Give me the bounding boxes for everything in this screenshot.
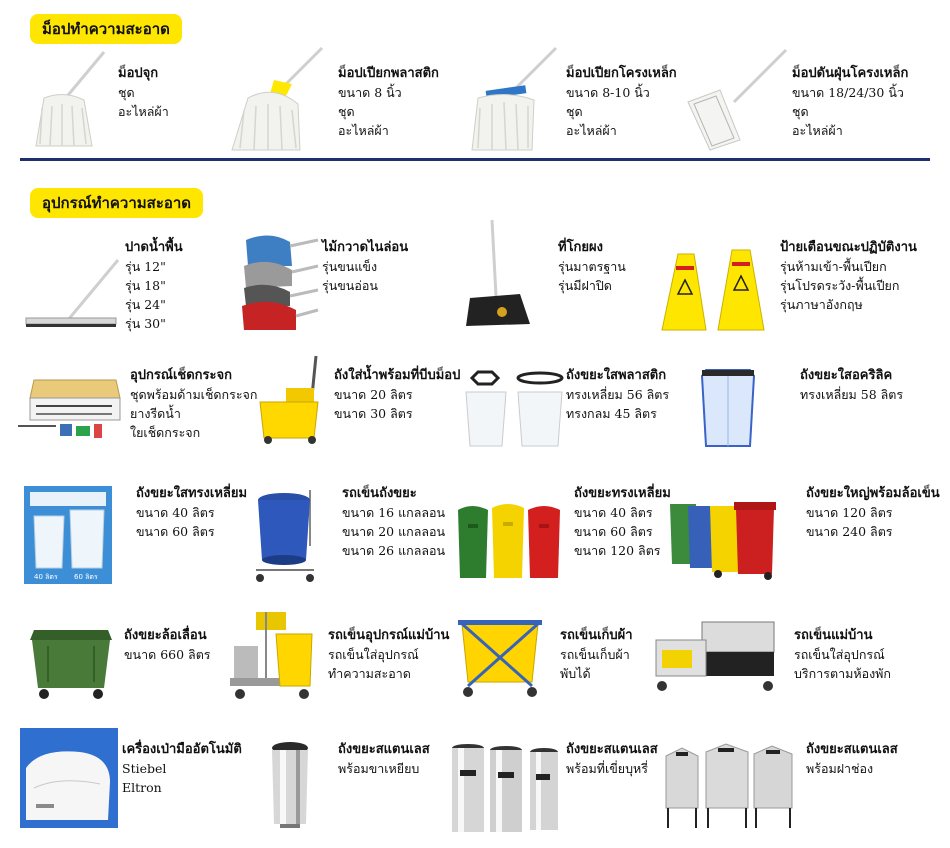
- equipment-12-text: [806, 484, 940, 541]
- acrylic-bin-image: [700, 366, 756, 450]
- window-cleaning-kit-image: [16, 376, 121, 446]
- equipment-3-line-1: รุ่นมาตรฐาน: [558, 259, 626, 274]
- mop-2-text: [338, 64, 439, 140]
- equipment-2-title: ไม้กวาดไนล่อน: [322, 240, 409, 255]
- equipment-4-line-1: รุ่นห้ามเข้า-พื้นเปียก: [780, 259, 887, 274]
- equipment-6-line-2: ขนาด 30 ลิตร: [334, 406, 413, 421]
- mop-2-line-2: ชุด: [338, 104, 355, 119]
- equipment-13-line-1: ขนาด 660 ลิตร: [124, 647, 211, 662]
- housekeeping-cart-image: [226, 606, 322, 704]
- stainless-ashtray-bins-image: [448, 740, 564, 834]
- equipment-1-text: [125, 238, 183, 333]
- equipment-5-text: [130, 366, 257, 442]
- section-tag-mops: ม็อปทำความสะอาด: [30, 14, 182, 44]
- equipment-1-title: ปาดน้ำพื้น: [125, 240, 183, 255]
- equipment-2-line-2: รุ่นขนอ่อน: [322, 278, 378, 293]
- equipment-14-line-1: รถเข็นใส่อุปกรณ์: [328, 647, 419, 662]
- equipment-1-line-3: รุ่น 24": [125, 297, 166, 312]
- steel-frame-wet-mop-image: [452, 46, 562, 156]
- floor-squeegee-image: [20, 256, 125, 338]
- mop-4-title: ม็อปดันฝุ่นโครงเหล็ก: [792, 66, 909, 81]
- equipment-12-line-2: ขนาด 240 ลิตร: [806, 524, 893, 539]
- bin-left-label: 40 ลิตร: [34, 573, 58, 581]
- equipment-3-text: [558, 238, 626, 295]
- equipment-14-line-2: ทำความสะอาด: [328, 666, 411, 681]
- equipment-7-text: [566, 366, 669, 423]
- mop-3-line-2: ชุด: [566, 104, 583, 119]
- dust-mop-image: [680, 48, 790, 152]
- equipment-19-text: [566, 740, 658, 778]
- laundry-cart-image: [452, 616, 548, 700]
- mop-1-title: ม็อปจุก: [118, 66, 159, 81]
- wet-floor-sign-image: [652, 246, 772, 332]
- equipment-5-line-2: ยางรีดน้ำ: [130, 406, 181, 421]
- equipment-18-line-1: พร้อมขาเหยียบ: [338, 761, 420, 776]
- square-bins-image: [454, 502, 566, 582]
- mop-4-line-2: ชุด: [792, 104, 809, 119]
- plastic-wet-mop-image: [218, 44, 328, 154]
- equipment-5-line-3: ใยเช็ดกระจก: [130, 425, 201, 440]
- mop-1-line-2: อะไหล่ผ้า: [118, 104, 169, 119]
- equipment-6-title: ถังใส่น้ำพร้อมที่บีบม็อป: [334, 368, 461, 383]
- section-divider: [20, 158, 930, 161]
- equipment-8-title: ถังขยะใสอคริลิค: [800, 368, 893, 383]
- equipment-4-line-3: รุ่นภาษาอังกฤษ: [780, 297, 863, 312]
- equipment-9-line-2: ขนาด 60 ลิตร: [136, 524, 215, 539]
- equipment-16-line-2: บริการตามห้องพัก: [794, 666, 891, 681]
- equipment-15-line-2: พับได้: [560, 666, 591, 681]
- cotton-mop-image: [22, 48, 112, 148]
- equipment-4-text: [780, 238, 917, 314]
- equipment-5-title: อุปกรณ์เช็ดกระจก: [130, 368, 233, 383]
- equipment-11-text: [574, 484, 671, 560]
- equipment-9-line-1: ขนาด 40 ลิตร: [136, 505, 215, 520]
- equipment-8-text: [800, 366, 903, 404]
- mop-2-line-3: อะไหล่ผ้า: [338, 123, 389, 138]
- equipment-4-title: ป้ายเตือนขณะปฏิบัติงาน: [780, 240, 917, 255]
- equipment-3-title: ที่โกยผง: [558, 240, 604, 255]
- mop-bucket-wringer-image: [256, 352, 326, 446]
- dustpan-image: [458, 218, 538, 330]
- mop-1-text: [118, 64, 169, 121]
- equipment-14-title: รถเข็นอุปกรณ์แม่บ้าน: [328, 628, 450, 643]
- equipment-10-line-3: ขนาด 26 แกลลอน: [342, 543, 446, 558]
- equipment-10-text: [342, 484, 445, 560]
- equipment-11-line-3: ขนาด 120 ลิตร: [574, 543, 661, 558]
- mop-4-line-3: อะไหล่ผ้า: [792, 123, 843, 138]
- equipment-18-title: ถังขยะสแตนเลส: [338, 742, 430, 757]
- equipment-7-title: ถังขยะใสพลาสติก: [566, 368, 667, 383]
- equipment-6-text: [334, 366, 460, 423]
- mop-1-line-1: ชุด: [118, 85, 135, 100]
- equipment-14-text: [328, 626, 449, 683]
- equipment-12-line-1: ขนาด 120 ลิตร: [806, 505, 893, 520]
- equipment-9-text: [136, 484, 247, 541]
- stainless-slot-lid-bins-image: [662, 742, 796, 832]
- equipment-13-text: [124, 626, 211, 664]
- nylon-broom-image: [240, 226, 320, 334]
- equipment-17-line-1: Stiebel: [122, 761, 167, 776]
- equipment-1-line-1: รุ่น 12": [125, 259, 166, 274]
- equipment-16-line-1: รถเข็นใส่อุปกรณ์: [794, 647, 885, 662]
- stainless-pedal-bin-image: [266, 740, 314, 832]
- wheeled-660l-bin-image: [28, 620, 114, 700]
- mop-3-line-3: อะไหล่ผ้า: [566, 123, 617, 138]
- equipment-10-title: รถเข็นถังขยะ: [342, 486, 417, 501]
- equipment-15-line-1: รถเข็นเก็บผ้า: [560, 647, 630, 662]
- equipment-4-line-2: รุ่นโปรดระวัง-พื้นเปียก: [780, 278, 900, 293]
- equipment-11-line-1: ขนาด 40 ลิตร: [574, 505, 653, 520]
- equipment-17-line-2: Eltron: [122, 780, 162, 795]
- equipment-11-line-2: ขนาด 60 ลิตร: [574, 524, 653, 539]
- equipment-3-line-2: รุ่นมีฝาปิด: [558, 278, 612, 293]
- mop-2-title: ม็อปเปียกพลาสติก: [338, 66, 439, 81]
- equipment-13-title: ถังขยะล้อเลื่อน: [124, 628, 207, 643]
- equipment-19-title: ถังขยะสแตนเลส: [566, 742, 658, 757]
- mop-4-text: [792, 64, 908, 140]
- mop-2-line-1: ขนาด 8 นิ้ว: [338, 85, 402, 100]
- equipment-6-line-1: ขนาด 20 ลิตร: [334, 387, 413, 402]
- equipment-2-text: [322, 238, 408, 295]
- equipment-16-title: รถเข็นแม่บ้าน: [794, 628, 873, 643]
- clear-square-bins-image: [24, 486, 112, 584]
- mop-3-title: ม็อปเปียกโครงเหล็ก: [566, 66, 677, 81]
- equipment-11-title: ถังขยะทรงเหลี่ยม: [574, 486, 671, 501]
- equipment-1-line-2: รุ่น 18": [125, 278, 166, 293]
- mop-4-line-1: ขนาด 18/24/30 นิ้ว: [792, 85, 904, 100]
- equipment-7-line-2: ทรงกลม 45 ลิตร: [566, 406, 657, 421]
- equipment-8-line-1: ทรงเหลี่ยม 58 ลิตร: [800, 387, 904, 402]
- hand-dryer-image: [20, 728, 118, 828]
- equipment-1-line-4: รุ่น 30": [125, 316, 166, 331]
- section-tag-equipment: อุปกรณ์ทำความสะอาด: [30, 188, 203, 218]
- equipment-10-line-2: ขนาด 20 แกลลอน: [342, 524, 446, 539]
- equipment-12-title: ถังขยะใหญ่พร้อมล้อเข็น: [806, 486, 940, 501]
- equipment-17-title: เครื่องเป่ามืออัตโนมัติ: [122, 742, 242, 757]
- equipment-18-text: [338, 740, 430, 778]
- equipment-20-text: [806, 740, 898, 778]
- equipment-19-line-1: พร้อมที่เขี่ยบุหรี่: [566, 761, 648, 776]
- equipment-15-text: [560, 626, 633, 683]
- bin-right-label: 60 ลิตร: [74, 573, 98, 581]
- clear-plastic-bins-image: [460, 370, 568, 450]
- equipment-10-line-1: ขนาด 16 แกลลอน: [342, 505, 446, 520]
- equipment-16-text: [794, 626, 891, 683]
- equipment-5-line-1: ชุดพร้อมด้ามเช็ดกระจก: [130, 387, 258, 402]
- bin-trolley-image: [248, 486, 328, 584]
- mop-3-text: [566, 64, 677, 140]
- mop-3-line-1: ขนาด 8-10 นิ้ว: [566, 85, 650, 100]
- equipment-15-title: รถเข็นเก็บผ้า: [560, 628, 633, 643]
- equipment-17-text: [122, 740, 242, 797]
- wheelie-bins-image: [668, 498, 794, 580]
- equipment-7-line-1: ทรงเหลี่ยม 56 ลิตร: [566, 387, 670, 402]
- maid-cart-image: [652, 616, 778, 696]
- equipment-2-line-1: รุ่นขนแข็ง: [322, 259, 378, 274]
- equipment-9-title: ถังขยะใสทรงเหลี่ยม: [136, 486, 248, 501]
- equipment-20-title: ถังขยะสแตนเลส: [806, 742, 898, 757]
- equipment-20-line-1: พร้อมฝาช่อง: [806, 761, 874, 776]
